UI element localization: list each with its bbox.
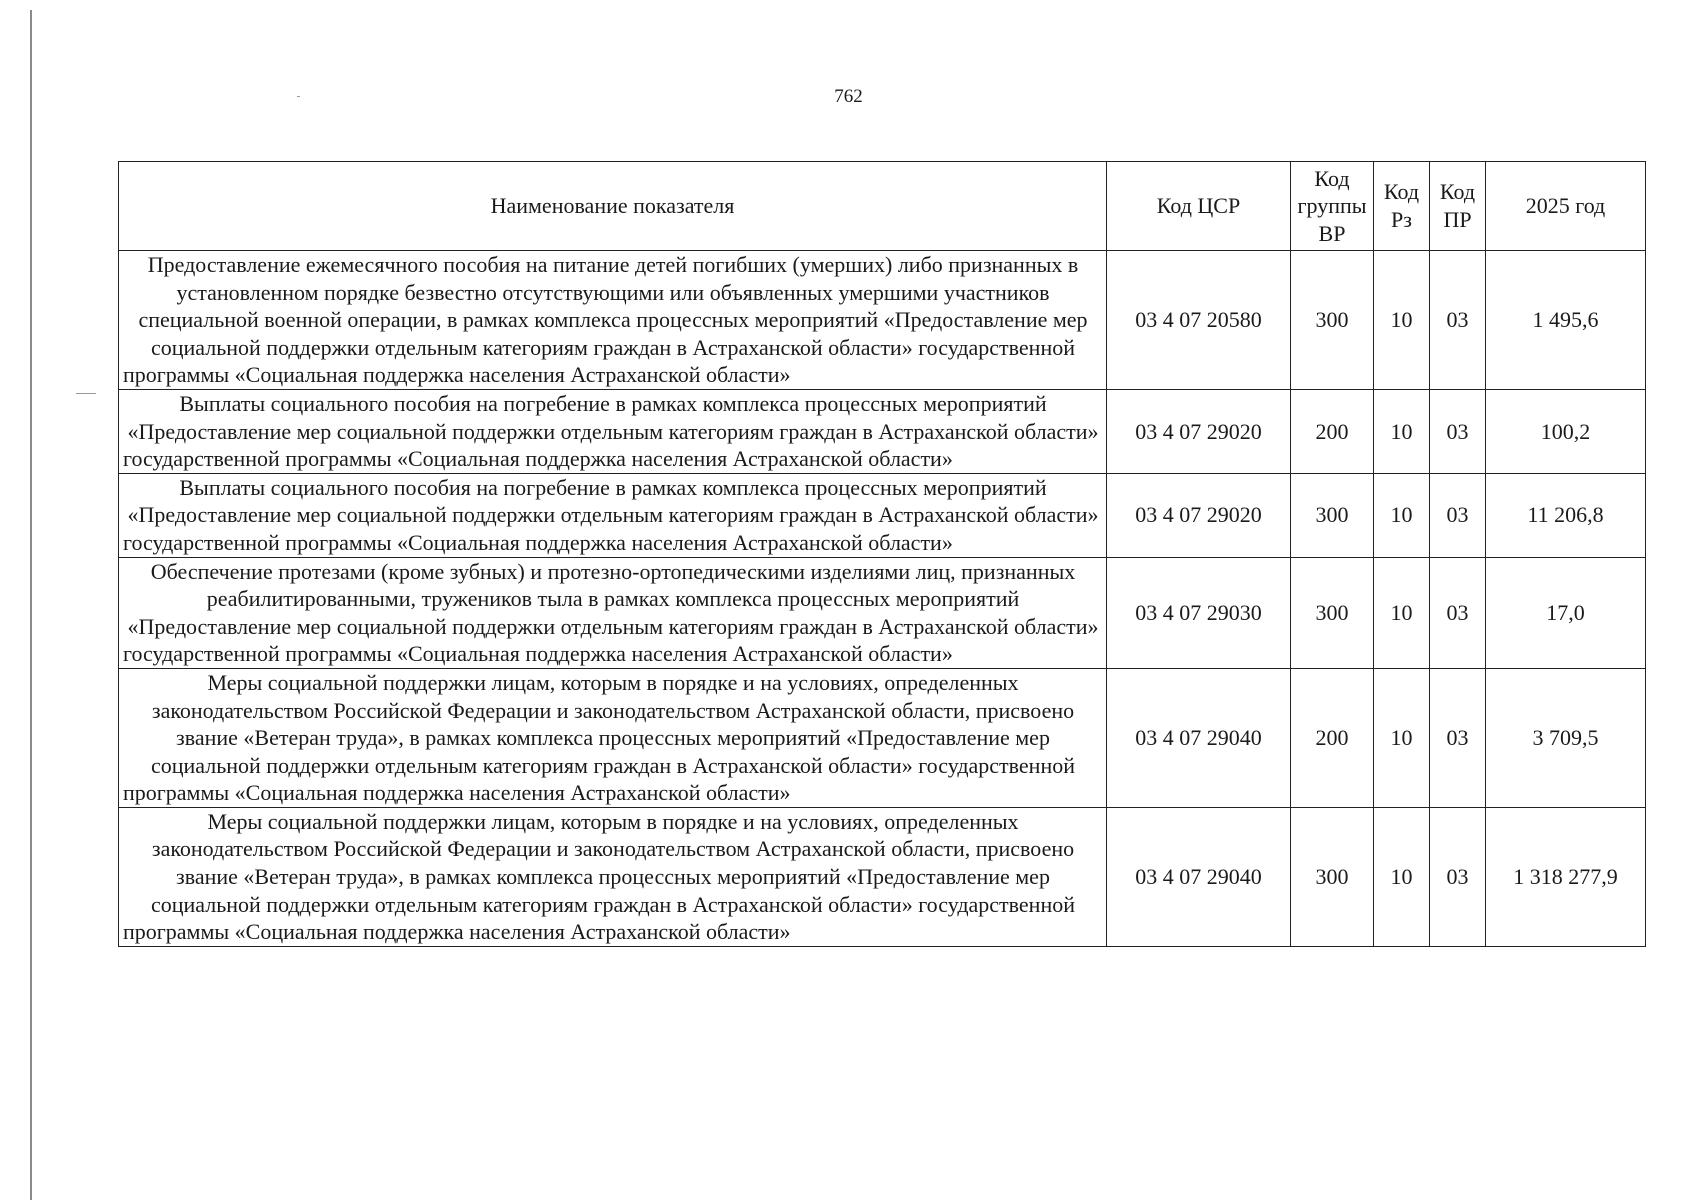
cell-vr-code: 300 — [1291, 473, 1374, 557]
cell-rz-code: 10 — [1374, 668, 1430, 807]
cell-csr-code: 03 4 07 29030 — [1107, 557, 1291, 668]
cell-amount-2025: 1 495,6 — [1486, 251, 1646, 390]
table-row — [119, 473, 1646, 557]
binding-margin-line — [30, 10, 32, 1200]
cell-pr-code: 03 — [1430, 807, 1486, 946]
cell-csr-code: 03 4 07 29020 — [1107, 389, 1291, 473]
cell-csr-code: 03 4 07 29040 — [1107, 668, 1291, 807]
header-pr-code: Код ПР — [1430, 162, 1486, 251]
cell-indicator-name: Меры социальной поддержки лицам, которым в порядке и на условиях, определенных законодательством Российской Федерации и законодательством Астраханской области, присвоено звание «Ветеран труда», в рамках комплекса процессных мероприятий «Предоставление мер социальной поддержки отдельным категориям граждан в Астраханской области» государственной программы «Социальная поддержка населения Астраханской области» — [119, 668, 1107, 807]
cell-pr-code: 03 — [1430, 389, 1486, 473]
cell-csr-code: 03 4 07 29040 — [1107, 807, 1291, 946]
cell-csr-code: 03 4 07 29020 — [1107, 473, 1291, 557]
cell-rz-code: 10 — [1374, 473, 1430, 557]
cell-vr-code: 200 — [1291, 668, 1374, 807]
cell-rz-code: 10 — [1374, 557, 1430, 668]
cell-pr-code: 03 — [1430, 668, 1486, 807]
cell-indicator-name: Меры социальной поддержки лицам, которым в порядке и на условиях, определенных законодательством Российской Федерации и законодательством Астраханской области, присвоено звание «Ветеран труда», в рамках комплекса процессных мероприятий «Предоставление мер социальной поддержки отдельным категориям граждан в Астраханской области» государственной программы «Социальная поддержка населения Астраханской области» — [119, 807, 1107, 946]
table-row — [119, 251, 1646, 390]
cell-amount-2025: 100,2 — [1486, 389, 1646, 473]
table-row — [119, 557, 1646, 668]
budget-table — [118, 161, 1646, 947]
cell-pr-code: 03 — [1430, 251, 1486, 390]
table-row — [119, 668, 1646, 807]
header-indicator-name: Наименование показателя — [119, 162, 1107, 251]
cell-pr-code: 03 — [1430, 473, 1486, 557]
cell-amount-2025: 17,0 — [1486, 557, 1646, 668]
cell-pr-code: 03 — [1430, 557, 1486, 668]
cell-indicator-name: Предоставление ежемесячного пособия на питание детей погибших (умерших) либо признанных в установленном порядке безвестно отсутствующими или объявленных умершими участников специальной военной операции, в рамках комплекса процессных мероприятий «Предоставление мер социальной поддержки отдельным категориям граждан в Астраханской области» государственной программы «Социальная поддержка населения Астраханской области» — [119, 251, 1107, 390]
table-header-row — [119, 162, 1646, 251]
header-csr-code: Код ЦСР — [1107, 162, 1291, 251]
cell-indicator-name: Выплаты социального пособия на погребение в рамках комплекса процессных мероприятий «Предоставление мер социальной поддержки отдельным категориям граждан в Астраханской области» государственной программы «Социальная поддержка населения Астраханской области» — [119, 473, 1107, 557]
cell-amount-2025: 3 709,5 — [1486, 668, 1646, 807]
cell-amount-2025: 11 206,8 — [1486, 473, 1646, 557]
cell-indicator-name: Выплаты социального пособия на погребение в рамках комплекса процессных мероприятий «Предоставление мер социальной поддержки отдельным категориям граждан в Астраханской области» государственной программы «Социальная поддержка населения Астраханской области» — [119, 389, 1107, 473]
cell-amount-2025: 1 318 277,9 — [1486, 807, 1646, 946]
cell-rz-code: 10 — [1374, 807, 1430, 946]
cell-vr-code: 200 — [1291, 389, 1374, 473]
cell-indicator-name: Обеспечение протезами (кроме зубных) и протезно-ортопедическими изделиями лиц, признанных реабилитированными, тружеников тыла в рамках комплекса процессных мероприятий «Предоставление мер социальной поддержки отдельным категориям граждан в Астраханской области» государственной программы «Социальная поддержка населения Астраханской области» — [119, 557, 1107, 668]
header-vr-code: Код группы ВР — [1291, 162, 1374, 251]
table-row — [119, 807, 1646, 946]
cell-csr-code: 03 4 07 20580 — [1107, 251, 1291, 390]
table-row — [119, 389, 1646, 473]
scan-mark — [76, 393, 96, 394]
header-rz-code: Код Рз — [1374, 162, 1430, 251]
page-number: 762 — [834, 86, 863, 107]
cell-vr-code: 300 — [1291, 251, 1374, 390]
cell-vr-code: 300 — [1291, 557, 1374, 668]
cell-vr-code: 300 — [1291, 807, 1374, 946]
header-year-2025: 2025 год — [1486, 162, 1646, 251]
cell-rz-code: 10 — [1374, 389, 1430, 473]
cell-rz-code: 10 — [1374, 251, 1430, 390]
